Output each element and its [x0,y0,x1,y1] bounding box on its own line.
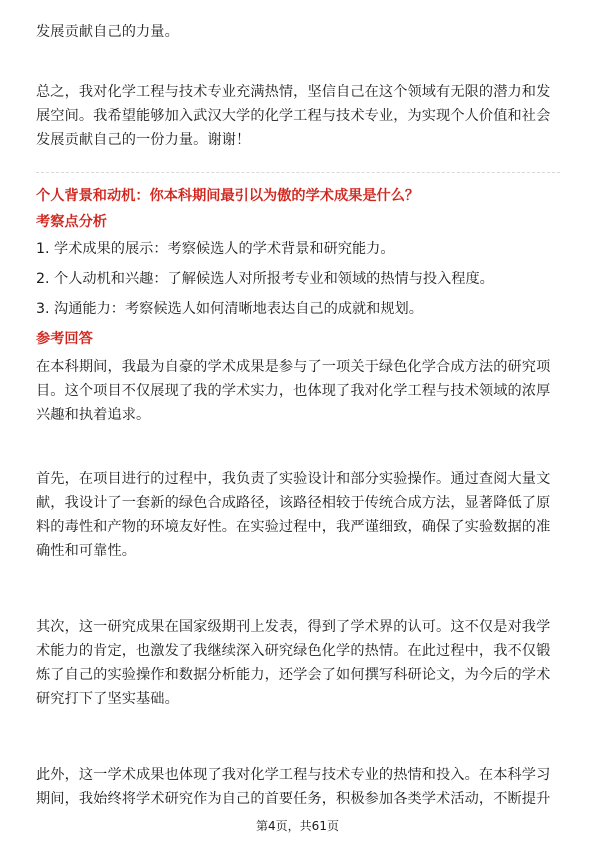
answer-paragraph: 其次，这一研究成果在国家级期刊上发表，得到了学术界的认可。这不仅是对我学术能力的肯定，也激发了我继续深入研究绿色化学的热情。在此过程中，我不仅锻炼了自己的实验操作和数据分析能力，还学会了如何撰写科研论文，为今后的学术研究打下了坚实基础。 [36,619,551,707]
question-heading: 个人背景和动机：你本科期间最引以为傲的学术成果是什么？ [36,188,420,204]
answer-paragraph: 此外，这一学术成果也体现了我对化学工程与技术专业的热情和投入。在本科学习期间，我始终将学术研究作为自己的首要任务，积极参加各类学术活动，不断提升 [36,767,551,807]
summary-paragraph: 总之，我对化学工程与技术专业充满热情，坚信自己在这个领域有无限的潜力和发展空间。我希望能够加入武汉大学的化学工程与技术专业，为实现个人价值和社会发展贡献自己的一份力量。谢谢！ [36,84,551,148]
body-paragraph: 发展贡献自己的力量。 [36,24,179,40]
analysis-list [36,237,560,327]
answer-paragraph: 在本科期间，我最为自豪的学术成果是参与了一项关于绿色化学合成方法的研究项目。这个项目不仅展现了我的学术实力，也体现了我对化学工程与技术领域的浓厚兴趣和执着追求。 [36,359,551,423]
answer-paragraph: 首先，在项目进行的过程中，我负责了实验设计和部分实验操作。通过查阅大量文献，我设计了一套新的绿色合成路径，该路径相较于传统合成方法，显著降低了原料的毒性和产物的环境友好性。在实验过程中，我严谨细致，确保了实验数据的准确性和可靠性。 [36,471,551,559]
list-item: 2. 个人动机和兴趣：了解候选人对所报考专业和领域的热情与投入程度。 [36,271,494,287]
section-divider [36,172,560,173]
list-item: 3. 沟通能力：考察候选人如何清晰地表达自己的成就和规划。 [36,301,423,317]
list-item: 1. 学术成果的展示：考察候选人的学术背景和研究能力。 [36,241,395,257]
answer-label: 参考回答 [36,331,93,347]
page-number: 第4页，共61页 [256,819,339,833]
analysis-label: 考察点分析 [36,214,107,230]
